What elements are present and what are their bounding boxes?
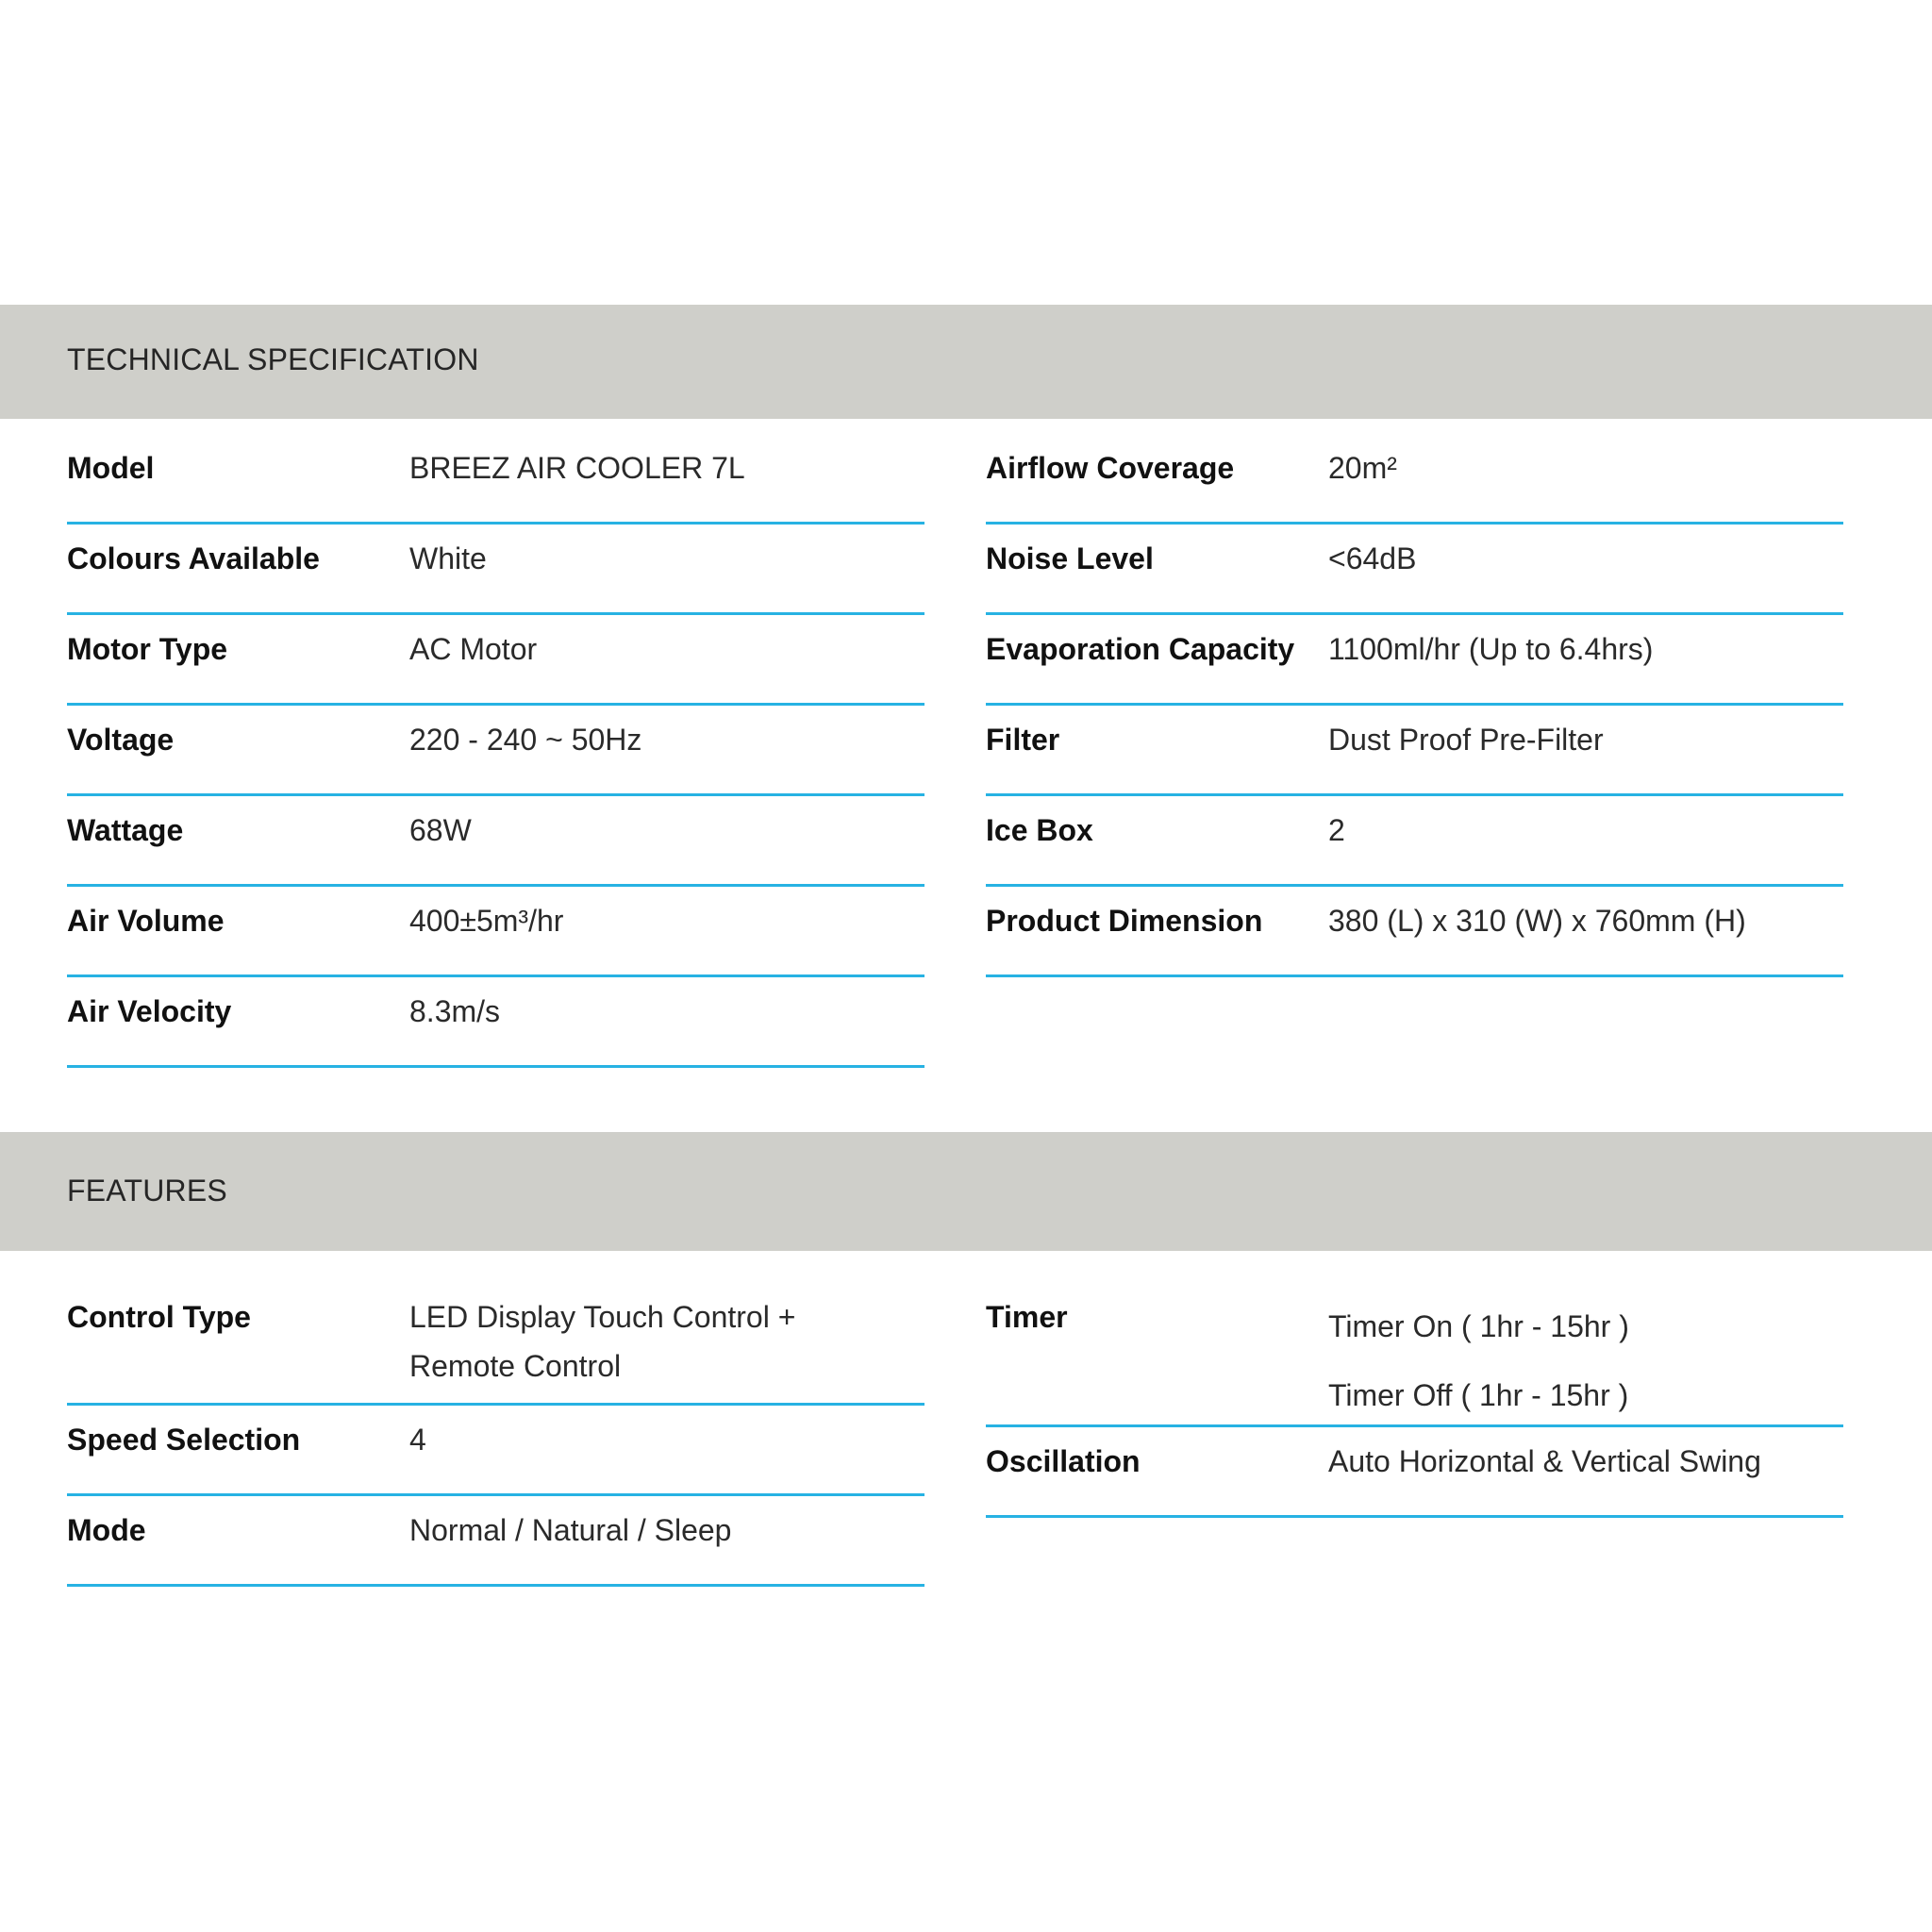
- spec-label: Evaporation Capacity: [986, 632, 1295, 666]
- spec-value: BREEZ AIR COOLER 7L: [409, 451, 745, 485]
- tech-spec-right-column: [986, 434, 1843, 977]
- spec-label: Air Volume: [67, 904, 225, 938]
- spec-value: 400±5m³/hr: [409, 904, 564, 938]
- feature-row-mode: [67, 1496, 924, 1587]
- spec-label: Motor Type: [67, 632, 228, 666]
- spec-label: Colours Available: [67, 541, 320, 575]
- spec-value: 380 (L) x 310 (W) x 760mm (H): [1328, 904, 1746, 938]
- spec-value: <64dB: [1328, 541, 1417, 575]
- spec-value: 2: [1328, 813, 1345, 847]
- spec-label: Filter: [986, 723, 1060, 757]
- spec-row-air-velocity: [67, 977, 924, 1068]
- spec-row-noise-level: [986, 525, 1843, 615]
- feature-row-speed-selection: [67, 1406, 924, 1496]
- spec-row-colours: [67, 525, 924, 615]
- spec-label: Noise Level: [986, 541, 1154, 575]
- feature-value-line: Timer On ( 1hr - 15hr ): [1328, 1309, 1629, 1343]
- feature-value-line: LED Display Touch Control +: [409, 1300, 796, 1334]
- spec-value: White: [409, 541, 487, 575]
- feature-value: Normal / Natural / Sleep: [409, 1513, 732, 1547]
- spec-label: Voltage: [67, 723, 175, 757]
- feature-label: Oscillation: [986, 1444, 1141, 1478]
- spec-row-voltage: [67, 706, 924, 796]
- feature-label: Speed Selection: [67, 1423, 301, 1457]
- spec-label: Ice Box: [986, 813, 1093, 847]
- feature-label: Control Type: [67, 1300, 251, 1334]
- spec-row-model: [67, 434, 924, 525]
- spec-row-filter: [986, 706, 1843, 796]
- spec-value: 20m²: [1328, 451, 1397, 485]
- feature-value-line: Remote Control: [409, 1349, 622, 1383]
- feature-row-control-type: [67, 1283, 924, 1406]
- spec-label: Wattage: [67, 813, 184, 847]
- features-right-column: [986, 1283, 1843, 1518]
- spec-row-air-volume: [67, 887, 924, 977]
- tech-spec-left-column: [67, 434, 924, 1068]
- features-header: [0, 1132, 1932, 1251]
- feature-row-timer: [986, 1283, 1843, 1427]
- features-left-column: [67, 1283, 924, 1587]
- feature-value: [409, 1292, 795, 1391]
- feature-value: [1328, 1292, 1629, 1430]
- spec-row-motor-type: [67, 615, 924, 706]
- section-title: TECHNICAL SPECIFICATION: [67, 342, 479, 376]
- spec-value: 8.3m/s: [409, 994, 501, 1028]
- technical-specification-header: [0, 305, 1932, 419]
- spec-label: Product Dimension: [986, 904, 1263, 938]
- spec-value: 220 - 240 ~ 50Hz: [409, 723, 642, 757]
- feature-label: Timer: [986, 1300, 1068, 1334]
- section-title: FEATURES: [67, 1174, 227, 1208]
- feature-value: 4: [409, 1423, 426, 1457]
- spec-row-ice-box: [986, 796, 1843, 887]
- spec-label: Airflow Coverage: [986, 451, 1235, 485]
- spec-value: AC Motor: [409, 632, 538, 666]
- spec-row-evaporation-capacity: [986, 615, 1843, 706]
- feature-row-oscillation: [986, 1427, 1843, 1518]
- spec-value: 68W: [409, 813, 472, 847]
- spec-value: Dust Proof Pre-Filter: [1328, 723, 1604, 757]
- spec-row-airflow-coverage: [986, 434, 1843, 525]
- spec-value: 1100ml/hr (Up to 6.4hrs): [1328, 632, 1654, 666]
- spec-label: Model: [67, 451, 155, 485]
- spec-row-wattage: [67, 796, 924, 887]
- spec-row-product-dimension: [986, 887, 1843, 977]
- feature-label: Mode: [67, 1513, 146, 1547]
- spec-label: Air Velocity: [67, 994, 232, 1028]
- feature-value: Auto Horizontal & Vertical Swing: [1328, 1444, 1761, 1478]
- feature-value-line: Timer Off ( 1hr - 15hr ): [1328, 1378, 1629, 1412]
